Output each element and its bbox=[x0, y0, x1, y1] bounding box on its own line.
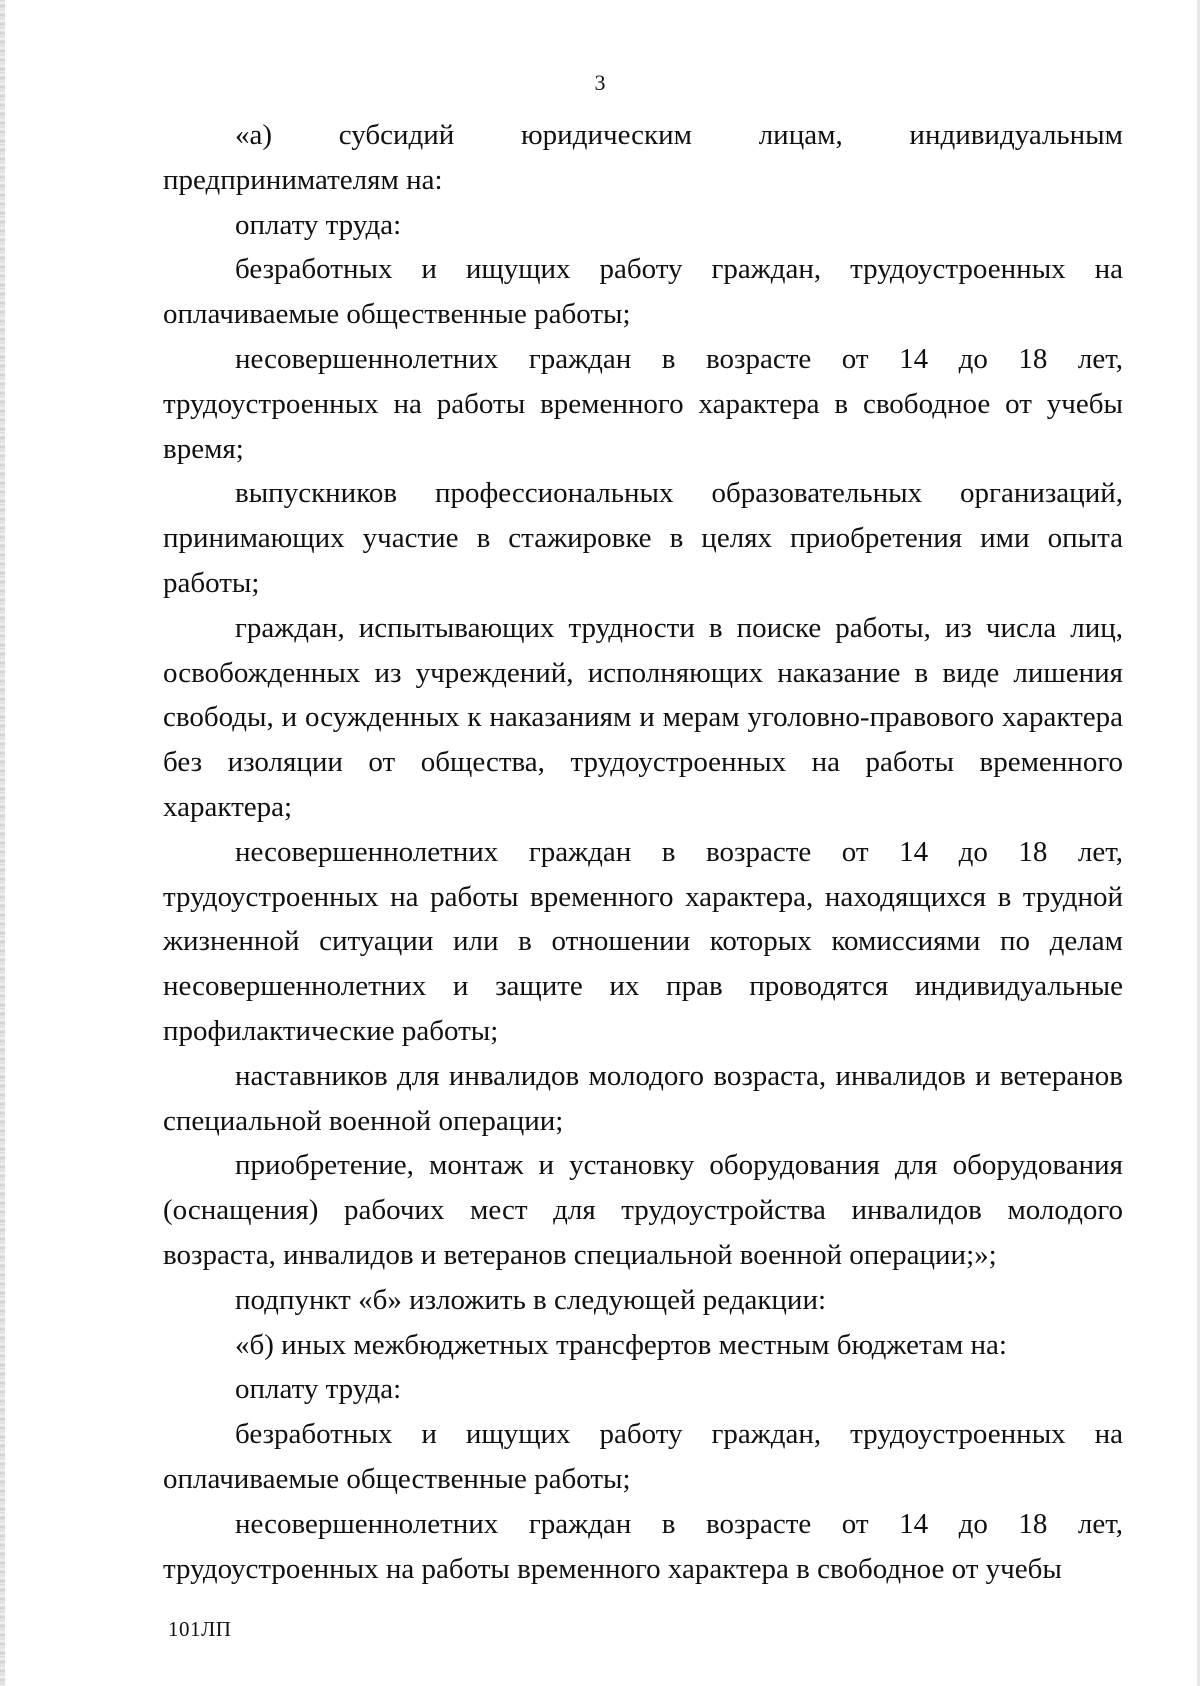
paragraph-mentors: наставников для инвалидов молодого возраста, инвалидов и ветеранов специальной военной операции; bbox=[163, 1059, 1123, 1137]
paragraph-minors-temporary-work: несовершеннолетних граждан в возрасте от 14 до 18 лет, трудоустроенных на работы временного характера в свободное от учебы время; bbox=[163, 342, 1123, 465]
paragraph-item-a: «а) субсидий юридическим лицам, индивидуальным предпринимателям на: bbox=[163, 119, 1123, 196]
paragraph-equipment: приобретение, монтаж и установку оборудования для оборудования (оснащения) рабочих мест для трудоустройства инвалидов молодого возраста, инвалидов и ветеранов специальной военной операции;»; bbox=[163, 1149, 1123, 1271]
paragraph-unemployed-public-works-2: безработных и ищущих работу граждан, трудоустроенных на оплачиваемые общественные работы; bbox=[163, 1418, 1123, 1495]
paragraph-subitem-b-instruction: подпункт «б» изложить в следующей редакции: bbox=[235, 1283, 827, 1316]
paragraph-unemployed-public-works: безработных и ищущих работу граждан, трудоустроенных на оплачиваемые общественные работы; bbox=[163, 253, 1123, 331]
paragraph-graduates-internship: выпускников профессиональных образовательных организаций, принимающих участие в стажировке в целях приобретения ими опыта работы; bbox=[163, 477, 1123, 599]
paragraph-labor-payment: оплату труда: bbox=[235, 208, 402, 241]
paragraph-released-persons: граждан, испытывающих трудности в поиске работы, из числа лиц, освобожденных из учреждений, исполняющих наказание в виде лишения свободы, и осужденных к наказаниям и мерам уголовно-правового характера без изоляции от общества, трудоустроенных на работы временного характера; bbox=[163, 611, 1123, 823]
paragraph-item-b: «б) иных межбюджетных трансфертов местным бюджетам на: bbox=[235, 1328, 1007, 1361]
paragraph-minors-difficult-situation: несовершеннолетних граждан в возрасте от 14 до 18 лет, трудоустроенных на работы временного характера, находящихся в трудной жизненной ситуации или в отношении которых комиссиями по делам несовершеннолетних и защите их прав проводятся индивидуальные профилактические работы; bbox=[163, 835, 1123, 1047]
scan-edge-left bbox=[0, 0, 5, 1686]
paragraph-minors-temporary-work-2: несовершеннолетних граждан в возрасте от 14 до 18 лет, трудоустроенных на работы временного характера в свободное от учебы bbox=[163, 1507, 1123, 1585]
document-code: 101ЛП bbox=[168, 1617, 232, 1641]
page-number: 3 bbox=[594, 70, 606, 95]
document-body bbox=[163, 113, 1123, 1591]
paragraph-labor-payment-2: оплату труда: bbox=[235, 1373, 402, 1406]
